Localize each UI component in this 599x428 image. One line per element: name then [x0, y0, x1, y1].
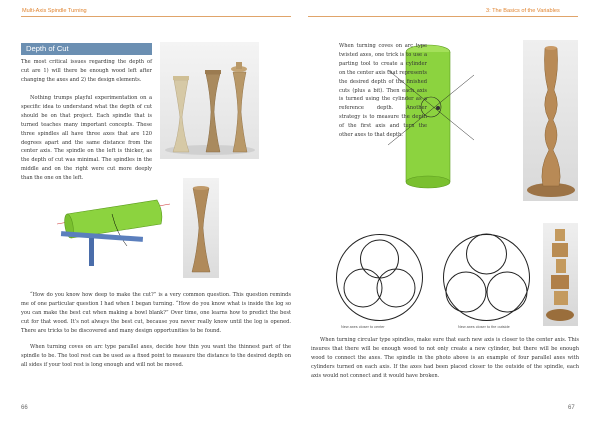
circles-closer-to-outside-diagram	[441, 232, 532, 323]
section-heading: Depth of Cut	[21, 43, 152, 55]
paragraph-parallel-axes: When turning coves on arc type parallel axes, decide how thin you want the thinnest part of the spindle to be. The tool rest can be used as a fixed point to measure the distance to the desired depth on all sides if your tool rest is long enough and will not be moved.	[21, 344, 291, 368]
three-spindles-photo	[160, 42, 259, 159]
paragraph-question: “How do you know how deep to make the cut?” is a very common question. This question reminds me of one particular question I had when I began turning. “How do you know what is inside the log so you can make the best cut when making a bowl blank?” Over time, one learns how to predict the best cut for that wood. It’s not always the best cut, because you never really know until the log is opened. There are tricks to be discovered and many design opportunities to be found.	[21, 292, 291, 334]
single-spindle-photo	[183, 178, 219, 278]
running-header-left: Multi-Axis Spindle Turning	[22, 8, 87, 14]
paragraph-circular-type: When turning circular type spindles, make sure that each new axis is closer to the center axis. This insures that there will be enough wood to not only create a new cylinder, but there will be enough wood to connect the axes. The spindle in the photo above is an example of four parallel axes with cylinders turned on each axis. If the axes had been placed closer to the outside of the spindle, each axis would not connect and it would have broken.	[311, 337, 579, 379]
header-rule-left	[21, 16, 291, 17]
caption-closer-to-outside: New axes closer to the outside	[458, 325, 510, 329]
page-number-left: 66	[21, 405, 28, 411]
caption-closer-to-center: New axes closer to center	[341, 325, 385, 329]
paragraph-intro: The most critical issues regarding the depth of cut are 1) will there be enough wood left after changing the axes and 2) the design elements.	[21, 59, 152, 83]
page-number-right: 67	[568, 405, 575, 411]
cylinder-tool-rest-illustration	[57, 194, 170, 270]
paragraph-coves-trick: When turning coves on arc type twisted axes, one trick is to use a parting tool to create a cylinder on the center axis that represents the desired depth of the finished cuts (plus a bit). Then each axis is turned using the cylinder as a reference depth. Another strategy is to measure the depth of the first axis and turn the other axes to that depth.	[339, 43, 427, 139]
paragraph-experimentation: Nothing trumps playful experimentation on a specific idea to understand what the depth of cut should be on that project. Each spindle that is turned teaches many important concepts. These three spindles all have three axes that are 120 degrees apart and the same distance from the center axis. The spindle on the left is thicker, as the depth of cut was minimal. The spindles in the middle and on the right were cut more deeply than the one on the left.	[21, 95, 152, 182]
header-rule-right	[308, 16, 578, 17]
circles-closer-to-center-diagram	[334, 232, 425, 323]
twisted-spindle-photo	[523, 40, 578, 201]
stacked-cylinder-spindle-photo	[543, 223, 578, 326]
running-header-right: 3: The Basics of the Variables	[486, 8, 560, 14]
